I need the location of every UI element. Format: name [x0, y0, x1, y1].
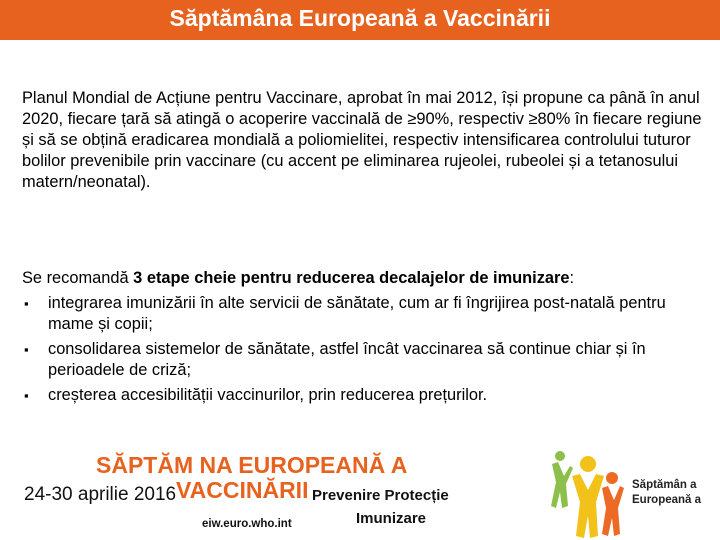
- logo-figure-orange-icon: [602, 472, 624, 536]
- recommendation-section: [22, 267, 702, 410]
- side-label: Săptămân a Europeană a: [632, 479, 702, 506]
- list-item: [22, 339, 702, 381]
- bullet-icon: ▪: [24, 296, 29, 311]
- recommendation-suffix: :: [569, 269, 575, 287]
- bullet-icon: ▪: [24, 388, 29, 403]
- recommendation-bold: 3 etape cheie pentru reducerea decalajelor de imunizare: [133, 269, 570, 287]
- intro-paragraph: Planul Mondial de Acțiune pentru Vaccinare, aprobat în mai 2012, își propune ca până în anul 2020, fiecare țară să atingă o acoperire vaccinală de ≥90%, respectiv ≥80% în fiecare regiune și să se obțină eradicarea mondială a poliomielitei, respectiv intensificarea controlului tuturor bolilor prevenibile prin vaccinare (cu accent pe eliminarea rujeolei, rubeolei și a tetanosului matern/neonatal).: [22, 89, 702, 191]
- vaccination-week-logo: [544, 446, 624, 540]
- footer-url[interactable]: eiw.euro.who.int: [202, 518, 292, 530]
- recommendation-lead: [22, 267, 702, 289]
- recommendation-prefix: Se recomandă: [22, 269, 134, 287]
- footer-title-line2: VACCINĂRII: [176, 477, 309, 503]
- list-item-text: consolidarea sistemelor de sănătate, astfel încât vaccinarea să continue chiar și în perioadele de criză;: [48, 340, 646, 379]
- list-item: [22, 385, 702, 406]
- footer-tagline-2: Imunizare: [356, 510, 427, 527]
- footer-title-line1: SĂPTĂM NA EUROPEANĂ A: [96, 452, 408, 478]
- page-title: Săptămâna Europeană a Vaccinării: [169, 4, 551, 31]
- title-bar: [0, 0, 720, 40]
- recommendation-list: [22, 293, 702, 406]
- footer-tagline: Prevenire Protecție: [312, 487, 449, 504]
- list-item-text: integrarea imunizării în alte servicii de sănătate, cum ar fi îngrijirea post-natală pentru mame și copii;: [48, 294, 666, 333]
- footer-dates: 24-30 aprilie 2016: [24, 484, 177, 505]
- logo-figure-yellow-icon: [572, 456, 604, 538]
- logo-figure-green-icon: [551, 451, 573, 508]
- list-item-text: creșterea accesibilității vaccinurilor, prin reducerea prețurilor.: [48, 386, 488, 404]
- bullet-icon: ▪: [24, 342, 29, 357]
- list-item: [22, 293, 702, 335]
